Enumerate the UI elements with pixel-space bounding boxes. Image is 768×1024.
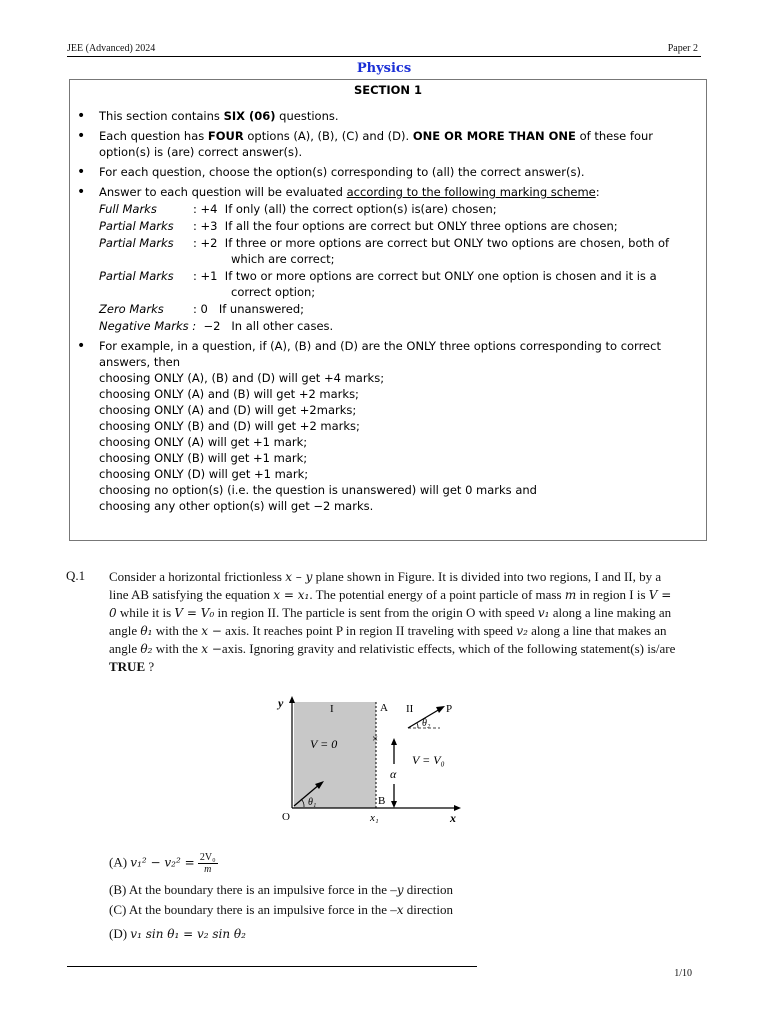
instruction-item: • Answer to each question will be evaluated according to the following marking scheme: Full Marks : +4 If only (all) the correct option(s) is(are) chosen; Partial Marks : +3 If all the four options are correct but ONLY three options are chosen; Partial Marks : +2 If three or more options are correct but ONLY two options are chosen, both of which are correct; Partial Marks : +1 If two or more options are correct but ONLY one option is chosen and it is a correct option; Zero Marks : 0 If unanswered; Negative Marks : −2 In all other cases.: [99, 184, 692, 334]
marking-row: Full Marks : +4 If only (all) the correct option(s) is(are) chosen;: [99, 202, 497, 216]
theta-two-arc: [417, 723, 418, 728]
option-c: (C) At the boundary there is an impulsive force in the –x direction: [109, 902, 453, 917]
instructions-list: [70, 108, 706, 514]
y-axis-label: y: [278, 696, 284, 710]
question-figure: [270, 694, 470, 824]
marking-row: Partial Marks : +2 If three or more options are correct but ONLY two options are chosen, both of which are correct;: [99, 236, 670, 266]
marking-row: Partial Marks : +1 If two or more options are correct but ONLY one option is chosen and it is a correct option;: [99, 269, 657, 299]
point-p-label: P: [446, 703, 453, 715]
instruction-item: • Each question has FOUR options (A), (B), (C) and (D). ONE OR MORE THAN ONE of these four option(s) is (are) correct answer(s).: [99, 128, 692, 160]
subject-title: Physics: [356, 61, 412, 76]
v-v0-label: V = V₀: [412, 753, 445, 767]
question-text: Consider a horizontal frictionless x – y plane shown in Figure. It is divided into two regions, I and II, by a line AB satisfying the equation x = x₁. The potential energy of a point particle of mass m in region I is V = 0 while it is V = V₀ in region II. The particle is sent from the origin O with speed v₁ along a line making an angle θ₁ with the x − axis. It reaches point P in region II traveling with speed v₂ along a line that makes an angle θ₂ with the x −axis. Ignoring gravity and relativistic effects, which of the following statement(s) is/are TRUE ?: [109, 569, 676, 674]
marking-row: Zero Marks : 0 If unanswered;: [99, 302, 305, 316]
option-b: (B) At the boundary there is an impulsive force in the –y direction: [109, 882, 453, 897]
example-line: choosing ONLY (A) will get +1 mark;: [99, 435, 308, 449]
theta-one-label: θ₁: [308, 797, 317, 808]
crossing-mark: ×: [372, 733, 379, 745]
exam-header: JEE (Advanced) 2024: [67, 43, 156, 54]
instruction-item: • This section contains SIX (06) questions.: [99, 108, 692, 124]
section-title: SECTION 1: [353, 83, 423, 97]
option-a: (A) v₁² − v₂² = $\frac{\text{2V₀}}{m}$: [109, 852, 216, 875]
x-axis-label: x: [450, 811, 456, 824]
y-axis-arrow: [289, 696, 295, 703]
footer-rule: [67, 966, 477, 967]
v-zero-label: V = 0: [310, 737, 338, 751]
header-rule: [67, 56, 701, 57]
example-lines: [99, 370, 692, 514]
option-a-fraction: $\frac{\text{2V₀}}{m}$: [199, 852, 216, 875]
alpha-label: α: [390, 767, 397, 781]
example-line: choosing ONLY (A), (B) and (D) will get +4 marks;: [99, 371, 385, 385]
example-line: choosing any other option(s) will get −2 marks.: [99, 499, 374, 513]
negative-marks-row: Negative Marks : −2 In all other cases.: [99, 319, 334, 333]
example-line: choosing ONLY (A) and (B) will get +2 marks;: [99, 387, 359, 401]
example-line: choosing ONLY (D) will get +1 mark;: [99, 467, 309, 481]
point-b-label: B: [378, 795, 386, 807]
instruction-item: • For each question, choose the option(s) corresponding to (all) the correct answer(s).: [99, 164, 692, 180]
region-one-fill: [294, 702, 379, 808]
marking-row: Partial Marks : +3 If all the four options are correct but ONLY three options are chosen;: [99, 219, 618, 233]
instruction-item: • For example, in a question, if (A), (B) and (D) are the ONLY three options corresponding to correct answers, then choosing ONLY (A), (B) and (D) will get +4 marks; choosing ONLY (A) and (B) will get +2 marks; choosing ONLY (A) and (D) will get +2marks; choosing ONLY (B) and (D) will get +2 marks; choosing ONLY (A) will get +1 mark; choosing ONLY (B) will get +1 mark; choosing ONLY (D) will get +1 mark; choosing no option(s) (i.e. the question is unanswered) will get 0 marks and choosing any other option(s) will get −2 marks.: [99, 338, 692, 514]
theta-two-label: θ₂: [422, 718, 431, 729]
origin-label: O: [282, 811, 290, 823]
point-a-label: A: [380, 702, 388, 714]
region-two-label: II: [406, 703, 414, 715]
page-number: 1/10: [674, 968, 692, 979]
alpha-arrow-up-head: [391, 738, 397, 745]
example-line: choosing ONLY (B) and (D) will get +2 marks;: [99, 419, 360, 433]
question-number: Q.1: [66, 568, 86, 583]
x1-label: x₁: [370, 812, 379, 824]
marking-scheme: [99, 201, 692, 334]
example-line: choosing no option(s) (i.e. the question is unanswered) will get 0 marks and: [99, 483, 537, 497]
instructions-box: [69, 79, 707, 541]
paper-label: Paper 2: [667, 43, 698, 54]
example-line: choosing ONLY (B) will get +1 mark;: [99, 451, 308, 465]
example-line: choosing ONLY (A) and (D) will get +2marks;: [99, 403, 357, 417]
alpha-arrow-down-head: [391, 801, 397, 808]
option-d: (D) v₁ sin θ₁ = v₂ sin θ₂: [109, 926, 246, 941]
region-one-label: I: [330, 703, 334, 715]
velocity-two-head: [436, 706, 445, 713]
